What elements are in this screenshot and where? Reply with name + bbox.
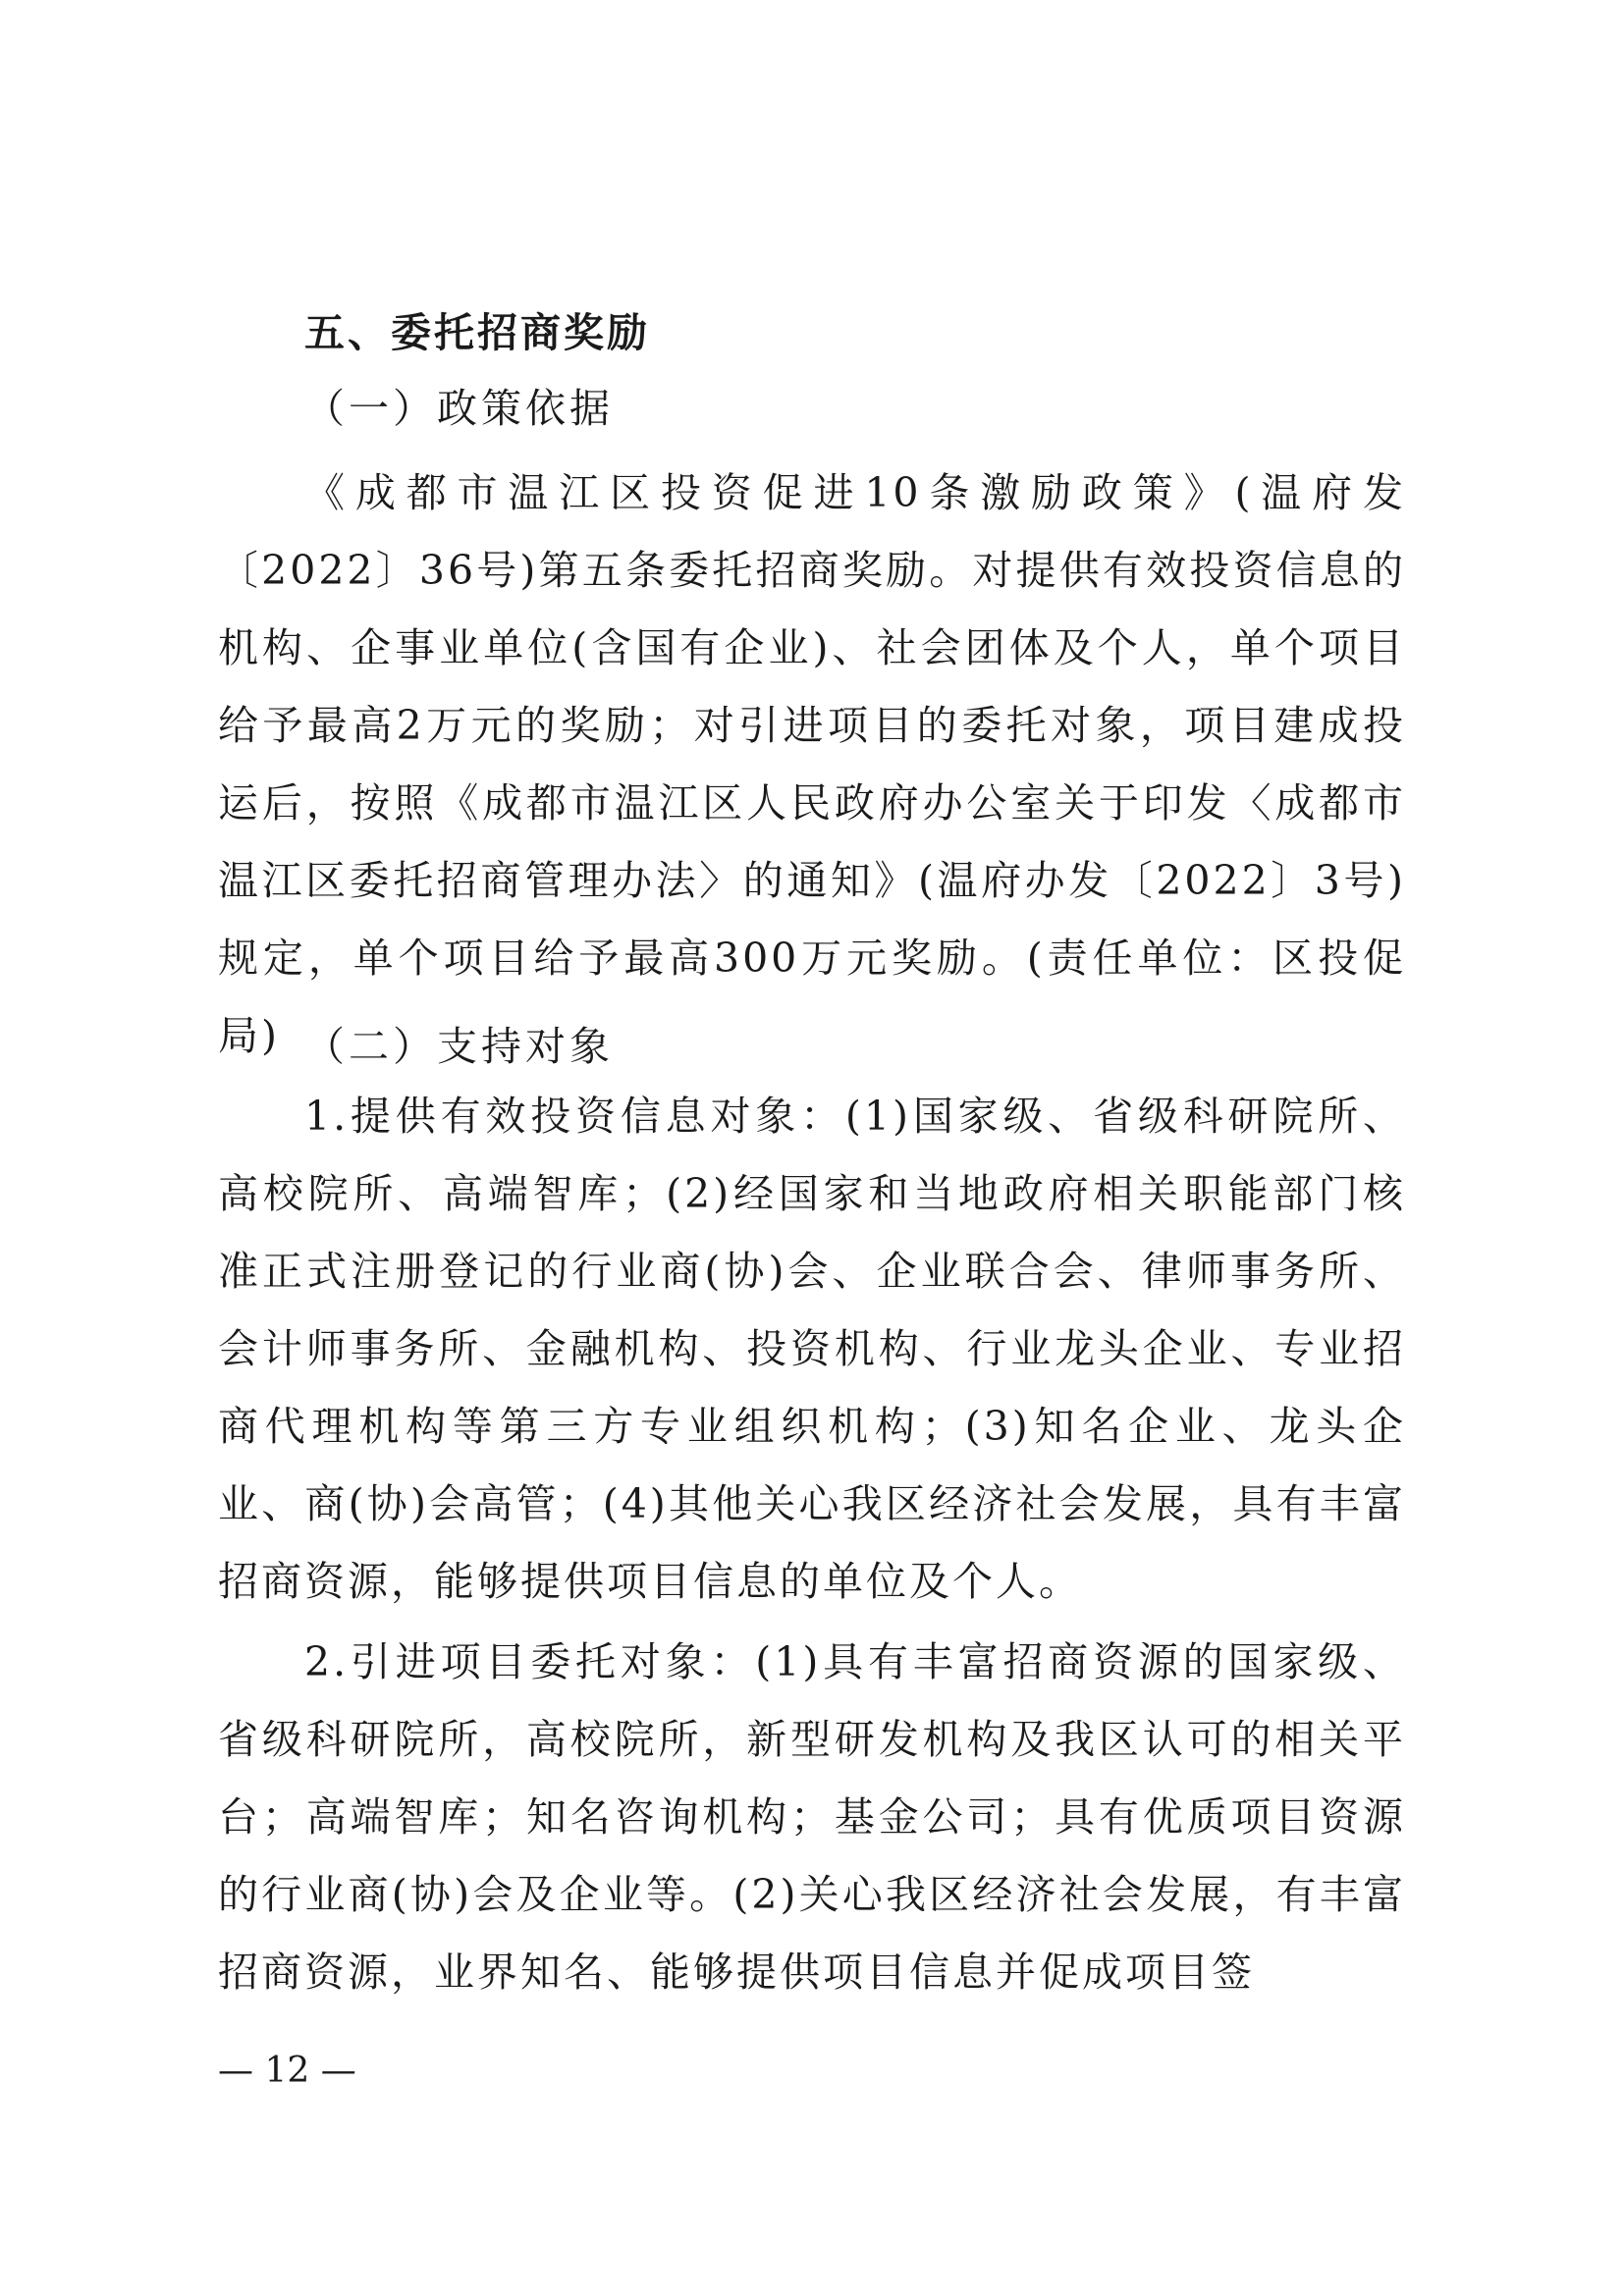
paragraph-policy-basis: 《成都市温江区投资促进10条激励政策》(温府发〔2022〕36号)第五条委托招商奖励。对提供有效投资信息的机构、企事业单位(含国有企业)、社会团体及个人，单个项目给予最高2万元的奖励；对引进项目的委托对象，项目建成投运后，按照《成都市温江区人民政府办公室关于印发〈成都市温江区委托招商管理办法〉的通知》(温府办发〔2022〕3号)规定，单个项目给予最高300万元奖励。(责任单位：区投促局): [218, 469, 1406, 1059]
page-number: — 12 —: [218, 2051, 356, 2091]
section-heading: 五、委托招商奖励: [304, 309, 650, 356]
sub-heading-policy-basis: （一）政策依据: [304, 385, 614, 432]
paragraph-commissioned-targets: 2.引进项目委托对象：(1)具有丰富招商资源的国家级、省级科研院所，高校院所，新型研发机构及我区认可的相关平台；高端智库；知名咨询机构；基金公司；具有优质项目资源的行业商(协)会及企业等。(2)关心我区经济社会发展，有丰富招商资源，业界知名、能够提供项目信息并促成项目签: [218, 1638, 1406, 1996]
sub-heading-support-targets: （二）支持对象: [304, 1023, 614, 1070]
paragraph-info-providers: 1.提供有效投资信息对象：(1)国家级、省级科研院所、高校院所、高端智库；(2)经国家和当地政府相关职能部门核准正式注册登记的行业商(协)会、企业联合会、律师事务所、会计师事务所、金融机构、投资机构、行业龙头企业、专业招商代理机构等第三方专业组织机构；(3)知名企业、龙头企业、商(协)会高管；(4)其他关心我区经济社会发展，具有丰富招商资源，能够提供项目信息的单位及个人。: [218, 1093, 1406, 1605]
